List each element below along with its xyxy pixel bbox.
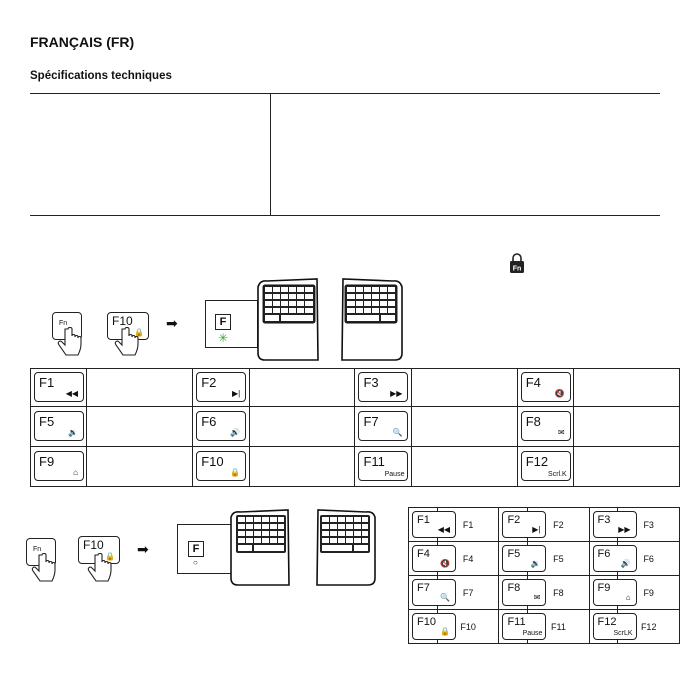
f8-key: F8 ✉	[521, 411, 571, 441]
desc-cell	[574, 369, 680, 407]
fkey-label: F8	[528, 576, 589, 610]
desc-cell	[249, 369, 355, 407]
mail-icon: ✉	[558, 428, 565, 437]
fast-forward-icon: ▶▶	[390, 389, 403, 398]
fkey-label: F7	[437, 576, 499, 610]
scroll-lock-label: ScrLK	[613, 630, 633, 637]
f11-key: F11 Pause	[502, 613, 546, 640]
lock-icon	[509, 252, 525, 274]
lock-icon: 🔒	[230, 468, 241, 477]
desc-cell	[411, 447, 517, 487]
section-title: Spécifications techniques	[30, 70, 172, 82]
volume-up-icon: 🔊	[230, 428, 241, 437]
lock-icon: 🔒	[440, 627, 450, 636]
search-icon: 🔍	[392, 428, 403, 437]
f-letter-key: F	[215, 314, 231, 330]
home-icon: ⌂	[625, 593, 631, 602]
f12-key: F12 Scrl.K	[521, 451, 571, 481]
f4-key: F4 🔇	[412, 545, 456, 572]
fn-lock-indicator-box	[205, 300, 258, 348]
fkey-label: F2	[528, 508, 589, 542]
f10-key: F10 🔒	[196, 451, 246, 481]
fkey-label: F11	[528, 610, 589, 644]
desc-cell	[411, 369, 517, 407]
f3-key: F3 ▶▶	[358, 372, 408, 402]
led-off-icon: ○	[193, 558, 198, 567]
desc-cell	[87, 369, 193, 407]
hand-pointer-icon	[30, 553, 58, 592]
desc-cell	[574, 447, 680, 487]
spec-table-divider	[270, 93, 271, 216]
spec-table-bottom-border	[30, 215, 660, 216]
fkey-label: F1	[437, 508, 499, 542]
f6-key: F6 🔊	[593, 545, 637, 572]
led-on-icon: ✳	[218, 331, 229, 345]
mute-icon: 🔇	[440, 559, 450, 568]
mute-icon: 🔇	[554, 389, 565, 398]
f9-key: F9 ⌂	[593, 579, 637, 606]
scroll-lock-label: Scrl.K	[548, 471, 567, 478]
f5-key: F5 🔉	[34, 411, 84, 441]
fkey-label: F9	[618, 576, 680, 610]
fn-key-label: Fn	[59, 320, 68, 327]
page-title: FRANÇAIS (FR)	[30, 34, 135, 50]
play-pause-icon: ▶|	[232, 389, 241, 398]
hand-pointer-icon	[56, 327, 84, 366]
rewind-icon: ◀◀	[437, 525, 450, 534]
f-letter-key: F	[188, 541, 204, 557]
f5-key: F5 🔉	[502, 545, 546, 572]
desc-cell	[87, 447, 193, 487]
lock-small-icon: 🔒	[105, 552, 115, 561]
f6-key: F6 🔊	[196, 411, 246, 441]
fkey-label: F4	[437, 542, 499, 576]
lock-small-icon: 🔒	[134, 328, 144, 337]
f1-key: F1 ◀◀	[412, 511, 456, 538]
keyboard-illustration	[255, 275, 405, 370]
arrow-right-icon: ➡	[137, 541, 149, 557]
function-key-table-bottom	[408, 507, 680, 644]
pause-label: Pause	[384, 471, 405, 478]
volume-down-icon: 🔉	[68, 428, 78, 437]
search-icon: 🔍	[440, 593, 450, 602]
f3-key: F3 ▶▶	[593, 511, 637, 538]
f12-key: F12 ScrLK	[593, 613, 637, 640]
fkey-label: F5	[528, 542, 589, 576]
f4-key: F4 🔇	[521, 372, 571, 402]
f2-key: F2 ▶|	[502, 511, 546, 538]
hand-pointer-icon	[113, 327, 141, 366]
f1-key: F1 ◀◀	[34, 372, 84, 402]
desc-cell	[411, 407, 517, 447]
hand-pointer-icon	[86, 553, 114, 592]
mail-icon: ✉	[533, 593, 541, 602]
fkey-label: F6	[618, 542, 680, 576]
f7-key: F7 🔍	[358, 411, 408, 441]
spec-table-top-border	[30, 93, 660, 94]
home-icon: ⌂	[73, 468, 78, 477]
arrow-right-icon: ➡	[166, 315, 178, 331]
desc-cell	[87, 407, 193, 447]
f10-key-label: F10	[112, 314, 133, 328]
f8-key: F8 ✉	[502, 579, 546, 606]
f10-key-label: F10	[83, 538, 104, 552]
volume-up-icon: 🔊	[620, 559, 631, 568]
f10-key: F10 🔒	[412, 613, 456, 640]
desc-cell	[574, 407, 680, 447]
fkey-label: F3	[618, 508, 680, 542]
function-key-table-top	[30, 368, 680, 487]
pause-label: Pause	[522, 630, 543, 637]
f2-key: F2 ▶|	[196, 372, 246, 402]
desc-cell	[249, 447, 355, 487]
f7-key: F7 🔍	[412, 579, 456, 606]
f11-key: F11 Pause	[358, 451, 408, 481]
f9-key: F9 ⌂	[34, 451, 84, 481]
fn-key-label: Fn	[33, 546, 42, 553]
fkey-label: F12	[618, 610, 680, 644]
desc-cell	[249, 407, 355, 447]
rewind-icon: ◀◀	[65, 389, 78, 398]
fast-forward-icon: ▶▶	[618, 525, 631, 534]
keyboard-illustration	[228, 507, 378, 594]
fkey-label: F10	[437, 610, 499, 644]
volume-down-icon: 🔉	[530, 559, 541, 568]
play-pause-icon: ▶|	[532, 525, 541, 534]
fn-lock-indicator-box	[177, 524, 233, 574]
lock-icon-label: Fn	[512, 265, 522, 273]
